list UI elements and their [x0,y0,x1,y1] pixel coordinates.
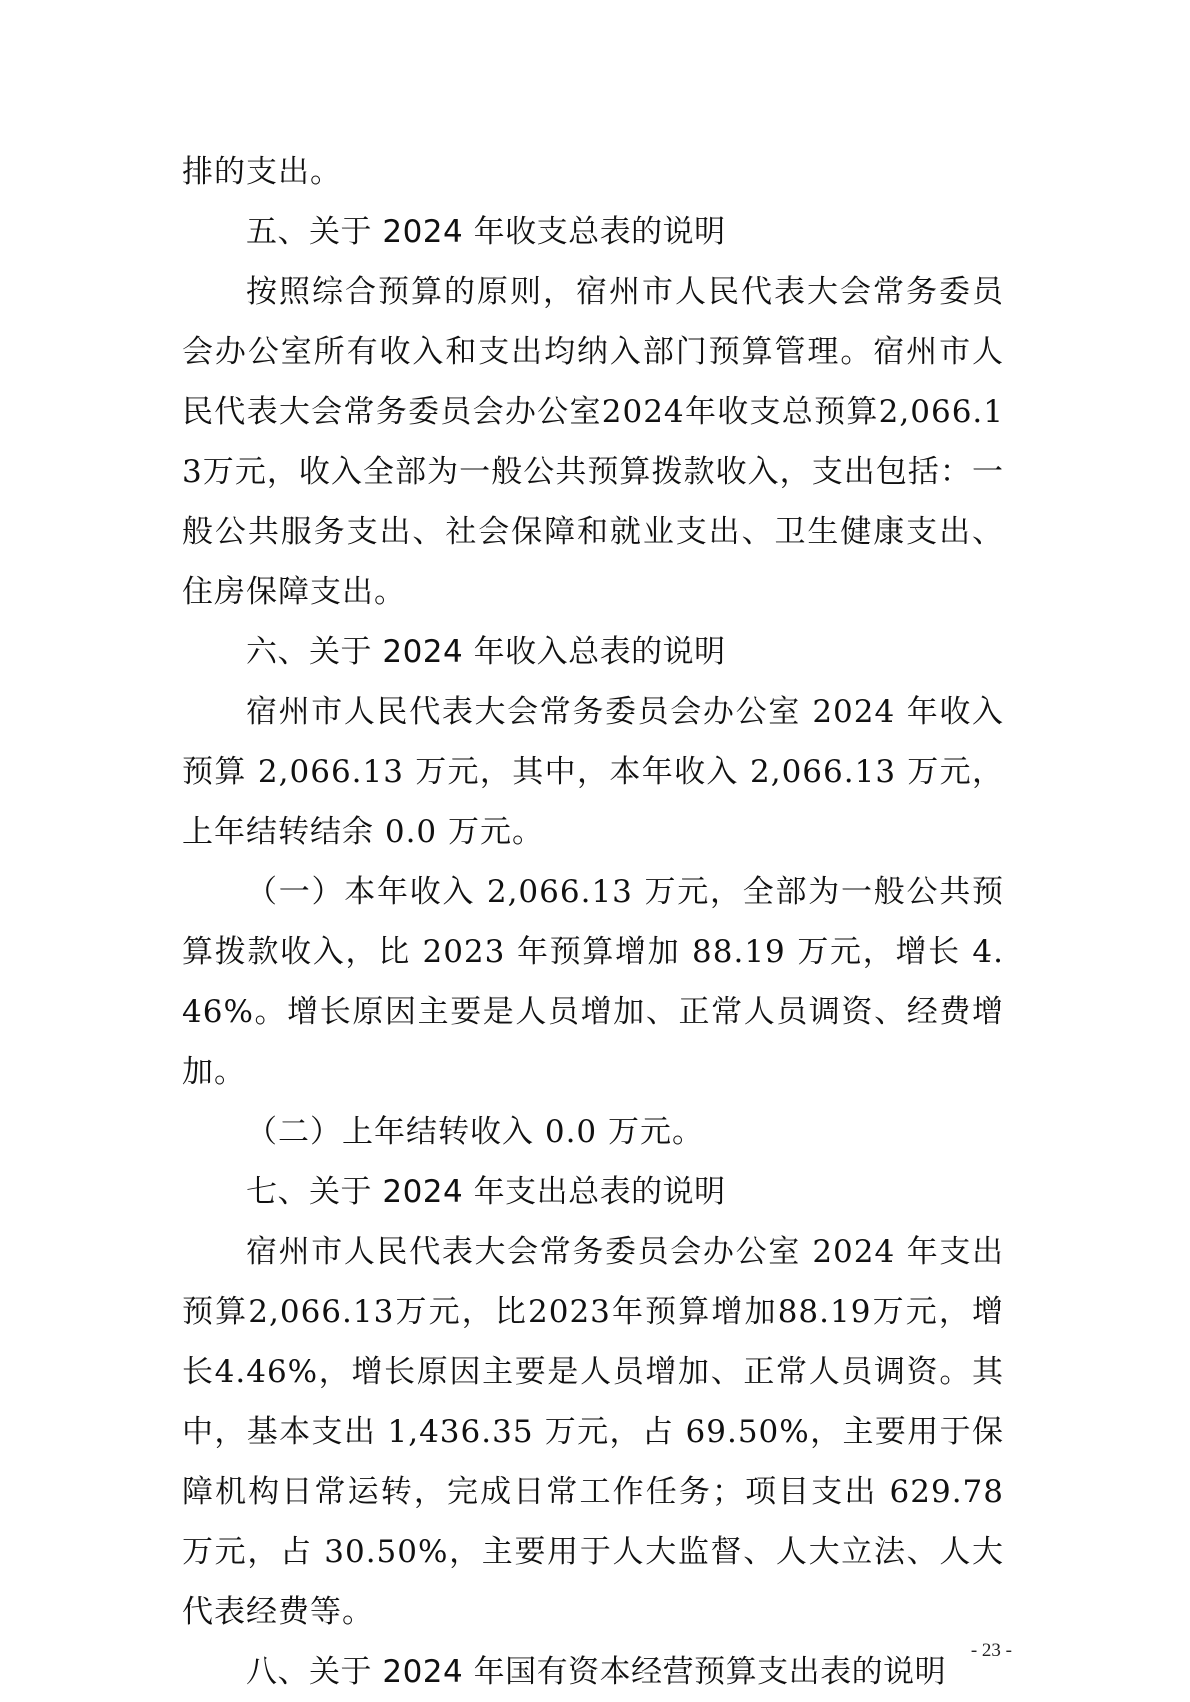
paragraph-continuation: 排的支出。 [182,154,342,190]
page-number: - 23 - [970,1640,1012,1661]
paragraph-income-total: 宿州市人民代表大会常务委员会办公室 2024 年收入预算 2,066.13 万元，其中，本年收入 2,066.13 万元，上年结转结余 0.0 万元。 [182,694,1004,850]
document-body [182,142,1004,1702]
section-heading-8: 八、关于 2024 年国有资本经营预算支出表的说明 [246,1654,947,1690]
section-heading-6: 六、关于 2024 年收入总表的说明 [246,634,726,670]
section-heading-5: 五、关于 2024 年收支总表的说明 [246,214,726,250]
paragraph-income-carryover: （二）上年结转收入 0.0 万元。 [246,1114,705,1150]
paragraph-expenditure-total: 宿州市人民代表大会常务委员会办公室 2024 年支出预算2,066.13万元，比2023年预算增加88.19万元，增长4.46%，增长原因主要是人员增加、正常人员调资。其中，基本支出 1,436.35 万元，占 69.50%，主要用于保障机构日常运转，完成日常工作任务；项目支出 629.78 万元，占 30.50%，主要用于人大监督、人大立法、人大代表经费等。 [182,1234,1004,1630]
section-heading-7: 七、关于 2024 年支出总表的说明 [246,1174,726,1210]
paragraph-budget-principle: 按照综合预算的原则，宿州市人民代表大会常务委员会办公室所有收入和支出均纳入部门预算管理。宿州市人民代表大会常务委员会办公室2024年收支总预算2,066.13万元，收入全部为一般公共预算拨款收入，支出包括：一般公共服务支出、社会保障和就业支出、卫生健康支出、住房保障支出。 [182,274,1004,610]
paragraph-income-current-year: （一）本年收入 2,066.13 万元，全部为一般公共预算拨款收入，比 2023 年预算增加 88.19 万元，增长 4.46%。增长原因主要是人员增加、正常人员调资、经费增加。 [182,874,1004,1090]
